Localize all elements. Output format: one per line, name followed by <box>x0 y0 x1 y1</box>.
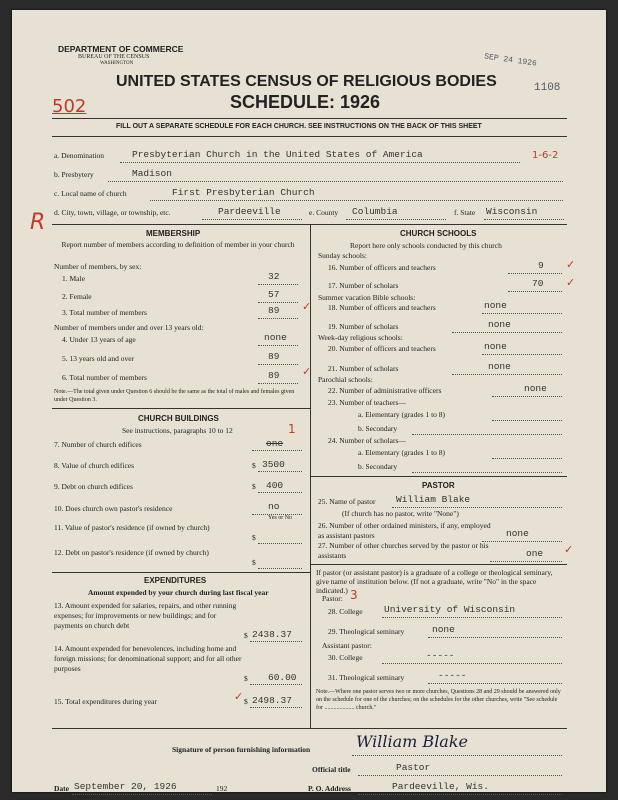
field-line <box>482 313 562 314</box>
q11-label: 11. Value of pastor's residence (if owned by church) <box>54 523 210 532</box>
field-line <box>382 617 562 618</box>
field-line <box>482 541 562 542</box>
dollar-sign: $ <box>252 461 256 470</box>
q2-label: 2. Female <box>62 292 92 301</box>
field-line <box>150 200 563 201</box>
county-label: e. County <box>309 208 339 217</box>
q2-value: 57 <box>268 289 280 300</box>
q13-value: 2438.37 <box>252 629 292 640</box>
field-line <box>428 637 562 638</box>
field-line <box>258 471 302 472</box>
field-line <box>508 291 562 292</box>
schools-heading: CHURCH SCHOOLS <box>400 229 477 238</box>
yes-no-hint: Yes or No <box>268 515 293 521</box>
denomination-label: a. Denomination <box>54 151 104 160</box>
pastor-heading: PASTOR <box>422 481 455 490</box>
field-line <box>120 162 520 163</box>
by-sex-label: Number of members, by sex: <box>54 262 142 271</box>
check-mark-icon: ✓ <box>302 300 312 313</box>
divider <box>52 572 310 573</box>
summer-label: Summer vacation Bible schools: <box>318 293 416 302</box>
divider <box>310 476 567 477</box>
field-line <box>452 374 562 375</box>
q7-value: one <box>266 438 284 449</box>
q17-label: 17. Number of scholars <box>328 281 399 290</box>
q24b-label: b. Secondary <box>358 462 398 471</box>
weekday-label: Week-day religious schools: <box>318 333 403 342</box>
field-line <box>392 507 562 508</box>
received-stamp-date: SEP 24 1926 <box>483 52 538 69</box>
q1-value: 32 <box>268 271 280 282</box>
expenditures-heading: EXPENDITURES <box>144 576 207 585</box>
q20-value: none <box>484 341 507 352</box>
field-line <box>250 707 302 708</box>
q27-label: 27. Number of other churches served by the pastor or his assistants <box>318 541 489 560</box>
q10-value: no <box>268 501 280 512</box>
field-line <box>412 434 562 435</box>
q14-label: 14. Amount expended for benevolences, including home and foreign missions; for denominational support; and for all other purposes <box>54 644 242 673</box>
signature-label: Signature of person furnishing information <box>172 745 311 754</box>
field-line <box>492 396 562 397</box>
check-mark-icon: ✓ <box>302 365 312 378</box>
local-name-label: c. Local name of church <box>54 189 127 198</box>
q14-value: 60.00 <box>268 672 297 683</box>
field-line <box>358 775 562 776</box>
field-line <box>452 332 562 333</box>
pastor-sublabel: Pastor: <box>322 594 343 603</box>
handwritten-number: 502 <box>52 96 87 117</box>
q12-label: 12. Debt on pastor's residence (if owned by church) <box>54 548 209 557</box>
county-value: Columbia <box>352 206 398 217</box>
q28-value: University of Wisconsin <box>384 604 516 615</box>
field-line <box>258 364 298 365</box>
q24-label: 24. Number of scholars— <box>328 436 406 445</box>
q30-label: 30. College <box>328 653 363 662</box>
divider <box>52 408 310 409</box>
field-line <box>346 219 446 220</box>
divider <box>52 118 567 119</box>
assistant-sublabel: Assistant pastor: <box>322 641 372 650</box>
by-age-label: Number of members under and over 13 years old: <box>54 323 204 332</box>
q5-label: 5. 13 years old and over <box>62 354 135 363</box>
check-mark-icon: ✓ <box>564 543 574 556</box>
q13-label: 13. Amount expended for salaries, repairs, and other running expenses; for improvements or new buildings; and for payments on church debt <box>54 601 237 630</box>
print-code: 8—5318 m 11—9664 <box>70 795 110 800</box>
field-line <box>252 450 302 451</box>
q31-value: ----- <box>438 670 467 681</box>
review-mark-r: R <box>30 210 46 235</box>
address-label: P. O. Address <box>308 784 351 793</box>
field-line <box>258 568 302 569</box>
date-label: Date <box>54 784 69 793</box>
parochial-label: Parochial schools: <box>318 375 373 384</box>
field-line <box>202 219 302 220</box>
q5-value: 89 <box>268 351 280 362</box>
fill-instruction: FILL OUT A SEPARATE SCHEDULE FOR EACH CHURCH. SEE INSTRUCTIONS ON THE BACK OF THIS SHEET <box>116 123 482 130</box>
field-line <box>258 543 302 544</box>
field-line <box>412 472 562 473</box>
q19-value: none <box>488 319 511 330</box>
field-line <box>258 492 302 493</box>
census-schedule-form <box>12 10 606 800</box>
check-mark-icon: ✓ <box>566 276 576 289</box>
field-line <box>508 273 562 274</box>
expenditures-sub: Amount expended by your church during last fiscal year <box>88 588 269 597</box>
q30-value: ----- <box>426 650 455 661</box>
field-line <box>492 420 562 421</box>
q8-label: 8. Value of church edifices <box>54 461 135 470</box>
dollar-sign: $ <box>252 533 256 542</box>
q4-label: 4. Under 13 years of age <box>62 335 136 344</box>
q7-label: 7. Number of church edifices <box>54 440 142 449</box>
q19-label: 19. Number of scholars <box>328 322 399 331</box>
q10-label: 10. Does church own pastor's residence <box>54 504 173 513</box>
q16-value: 9 <box>538 260 544 271</box>
q3-value: 89 <box>268 305 280 316</box>
field-line <box>358 794 562 795</box>
q23-label: 23. Number of teachers— <box>328 398 406 407</box>
bureau-name: BUREAU OF THE CENSUS <box>78 54 150 60</box>
q17-value: 70 <box>532 278 544 289</box>
q7-hand-value: 1 <box>288 422 296 436</box>
buildings-heading: CHURCH BUILDINGS <box>138 414 219 423</box>
local-name-value: First Presbyterian Church <box>172 187 315 198</box>
divider <box>52 136 567 137</box>
divider <box>310 564 567 565</box>
dollar-sign: $ <box>252 558 256 567</box>
field-line <box>382 663 562 664</box>
q23a-label: a. Elementary (grades 1 to 8) <box>358 410 446 419</box>
field-line <box>258 302 298 303</box>
q20-label: 20. Number of officers and teachers <box>328 344 436 353</box>
q23b-label: b. Secondary <box>358 424 398 433</box>
field-line <box>250 684 302 685</box>
field-line <box>484 219 564 220</box>
field-line <box>352 755 562 756</box>
presbytery-value: Madison <box>132 168 172 179</box>
field-line <box>490 561 562 562</box>
q26-value: none <box>506 528 529 539</box>
signature-image: William Blake <box>356 732 469 751</box>
dollar-sign: $ <box>252 482 256 491</box>
q29-value: none <box>432 624 455 635</box>
q15-value: 2498.37 <box>252 695 292 706</box>
field-line <box>250 641 302 642</box>
q8-value: 3500 <box>262 459 285 470</box>
state-value: Wisconsin <box>486 206 538 217</box>
field-line <box>108 181 563 182</box>
field-line <box>258 345 298 346</box>
q9-label: 9. Debt on church edifices <box>54 482 133 491</box>
buildings-sub: See instructions, paragraphs 10 to 12 <box>122 426 233 435</box>
q22-value: none <box>524 383 547 394</box>
divider <box>52 728 567 729</box>
q18-label: 18. Number of officers and teachers <box>328 303 436 312</box>
q25-label: 25. Name of pastor <box>318 497 376 506</box>
city-label: d. City, town, village, or township, etc. <box>54 208 171 217</box>
dollar-sign: $ <box>244 697 248 706</box>
form-title: UNITED STATES CENSUS OF RELIGIOUS BODIES <box>116 73 497 90</box>
check-mark-icon: ✓ <box>234 690 244 703</box>
pastor-note: Note.—Where one pastor serves two or more churches, Questions 28 and 29 should be answered only on the schedule for one of the churches; on the schedules for the other churches, write "See schedule for .................... church." <box>316 689 561 711</box>
field-line <box>258 318 298 319</box>
city-value: Pardeeville <box>218 206 281 217</box>
field-line <box>258 284 298 285</box>
dollar-sign: $ <box>244 631 248 640</box>
q24a-label: a. Elementary (grades 1 to 8) <box>358 448 446 457</box>
dollar-sign: $ <box>244 674 248 683</box>
q29-label: 29. Theological seminary <box>328 627 405 636</box>
schools-intro: Report here only schools conducted by this church <box>350 241 502 250</box>
address-value: Pardeeville, Wis. <box>392 781 489 792</box>
q21-value: none <box>488 361 511 372</box>
q9-value: 400 <box>266 480 284 491</box>
field-line <box>492 458 562 459</box>
q22-label: 22. Number of administrative officers <box>328 386 442 395</box>
q26-label: 26. Number of other ordained ministers, if any, employed as assistant pastors <box>318 521 491 540</box>
q1-label: 1. Male <box>62 274 85 283</box>
schedule-title: SCHEDULE: 1926 <box>230 92 381 112</box>
membership-note: Note.—The total given under Question 6 should be the same as the total of males and females given under Question 3. <box>54 389 295 403</box>
presbytery-label: b. Presbytery <box>54 170 94 179</box>
q16-label: 16. Number of officers and teachers <box>328 263 436 272</box>
title-value: Pastor <box>396 762 431 773</box>
q6-label: 6. Total number of members <box>62 373 147 382</box>
membership-heading: MEMBERSHIP <box>146 229 201 238</box>
check-mark-icon: ✓ <box>566 258 576 271</box>
date-value: September 20, 1926 <box>74 781 177 792</box>
q21-label: 21. Number of scholars <box>328 364 399 373</box>
date-suffix: 192 <box>216 784 228 793</box>
q25-value: William Blake <box>396 494 471 505</box>
q6-value: 89 <box>268 370 280 381</box>
q3-label: 3. Total number of members <box>62 308 147 317</box>
handwritten-code: 1-6-2 <box>532 150 559 161</box>
q4-value: none <box>264 332 287 343</box>
state-label: f. State <box>454 208 476 217</box>
sunday-label: Sunday schools: <box>318 251 367 260</box>
membership-intro: Report number of members according to definition of member in your church <box>61 240 295 249</box>
q31-label: 31. Theological seminary <box>328 673 405 682</box>
graduate-note: If pastor (or assistant pastor) is a graduate of a college or theological seminary, give name of institution below. (If not a graduate, write "No" in the space indicated.) <box>316 568 553 595</box>
field-line <box>428 683 562 684</box>
q25-sub: (If church has no pastor, write "None") <box>342 509 459 518</box>
hand-mark-3: 3 <box>350 588 358 602</box>
city-name: WASHINGTON <box>100 61 134 66</box>
q27-value: one <box>526 548 544 559</box>
denomination-value: Presbyterian Church in the United States of America <box>132 149 423 160</box>
field-line <box>482 354 562 355</box>
q15-label: 15. Total expenditures during year <box>54 697 157 706</box>
field-line <box>258 383 298 384</box>
q18-value: none <box>484 300 507 311</box>
dept-name: DEPARTMENT OF COMMERCE <box>58 44 184 54</box>
received-stamp-number: 1108 <box>534 82 561 94</box>
q28-label: 28. College <box>328 607 363 616</box>
title-label: Official title <box>312 765 351 774</box>
